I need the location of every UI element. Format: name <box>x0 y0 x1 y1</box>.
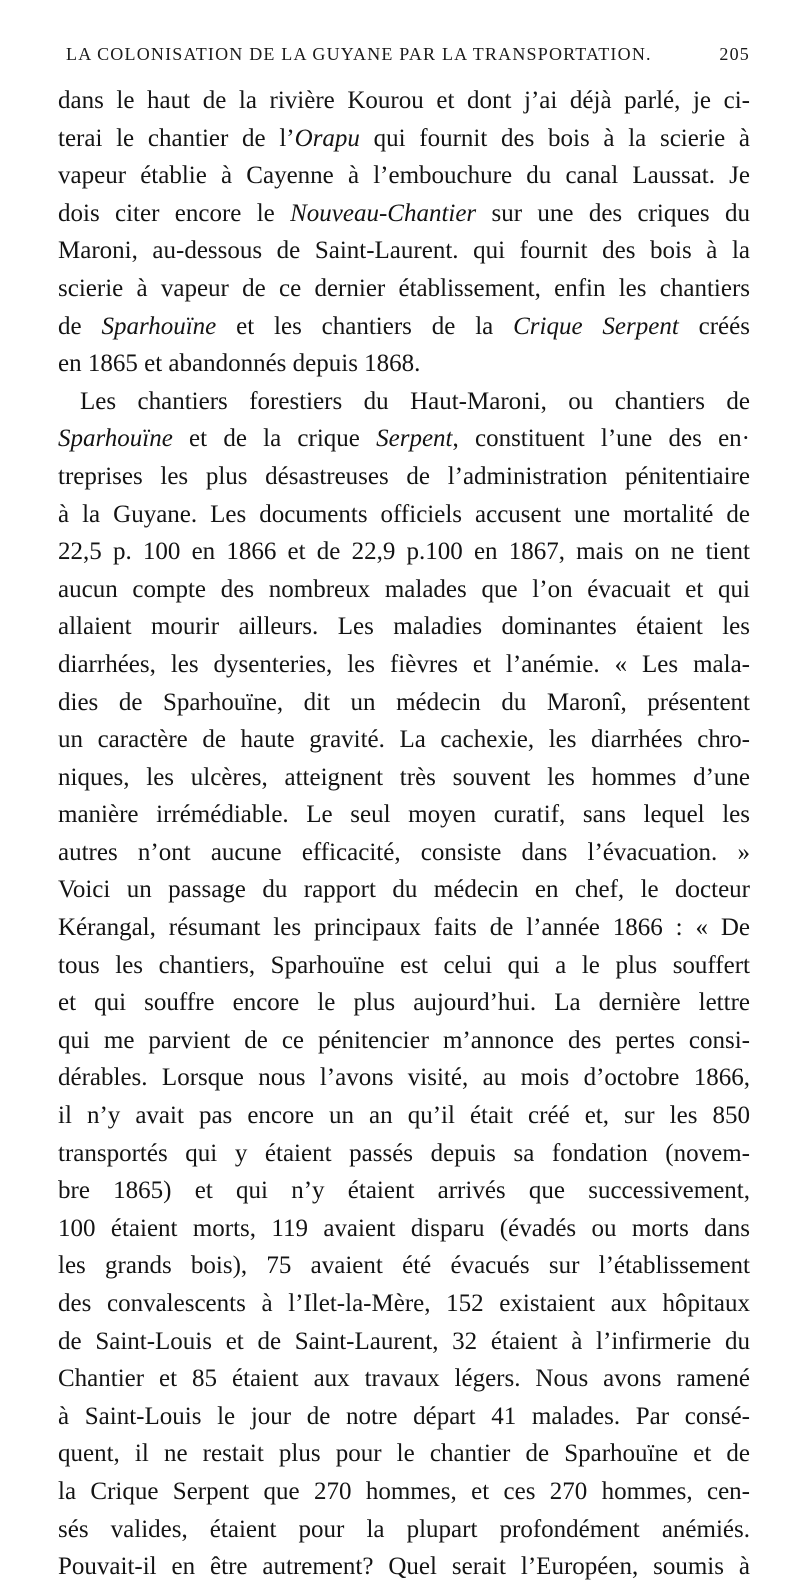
text-line: un caractère de haute gravité. La cachexie, les diarrhées chro- <box>58 726 750 754</box>
text-line: quent, il ne restait plus pour le chantier de Sparhouïne et de <box>58 1440 750 1468</box>
text-line: dies de Sparhouïne, dit un médecin du Maronî, présentent <box>58 688 750 716</box>
text-line: Maroni, au-dessous de Saint-Laurent. qui fournit des bois à la <box>58 237 750 265</box>
text-line: vapeur établie à Cayenne à l’embouchure du canal Laussat. Je <box>58 162 750 190</box>
italic-term: Orapu <box>294 124 360 152</box>
text-line: transportés qui y étaient passés depuis sa fondation (novem- <box>58 1139 750 1167</box>
text-line: en 1865 et abandonnés depuis 1868. <box>58 350 421 378</box>
italic-term: Sparhouïne <box>101 312 217 340</box>
text-line: Les chantiers forestiers du Haut-Maroni, ou chantiers de <box>80 387 750 415</box>
text-line: tous les chantiers, Sparhouïne est celui qui a le plus souffert <box>58 951 750 979</box>
running-title: LA COLONISATION DE LA GUYANE PAR LA TRANSPORTATION. <box>66 44 652 64</box>
italic-term: Serpent <box>376 425 453 453</box>
text-line: bre 1865) et qui n’y étaient arrivés que successivement, <box>58 1177 750 1205</box>
text-line: Voici un passage du rapport du médecin en chef, le docteur <box>58 876 750 904</box>
text-line: Kérangal, résumant les principaux faits de l’année 1866 : « De <box>58 914 750 942</box>
text-line: qui me parvient de ce pénitencier m’annonce des pertes consi- <box>58 1026 750 1054</box>
text-line: allaient mourir ailleurs. Les maladies dominantes étaient les <box>58 613 750 641</box>
body-text <box>58 82 750 1586</box>
text-line: autres n’ont aucune efficacité, consiste dans l’évacuation. » <box>58 838 750 866</box>
text-line: niques, les ulcères, atteignent très souvent les hommes d’une <box>58 763 750 791</box>
text-line: à Saint-Louis le jour de notre départ 41 malades. Par consé- <box>58 1402 750 1430</box>
text-line: manière irrémédiable. Le seul moyen curatif, sans lequel les <box>58 801 750 829</box>
text-line: de Sparhouïne et les chantiers de la Crique Serpent créés <box>58 312 750 340</box>
text-line: Sparhouïne et de la crique Serpent, constituent l’une des en· <box>58 425 750 453</box>
text-line: Chantier et 85 étaient aux travaux légers. Nous avons ramené <box>58 1365 750 1393</box>
text-line: la Crique Serpent que 270 hommes, et ces 270 hommes, cen- <box>58 1477 750 1505</box>
text-line: il n’y avait pas encore un an qu’il était créé et, sur les 850 <box>58 1102 750 1130</box>
text-line: terai le chantier de l’Orapu qui fournit des bois à la scierie à <box>58 124 750 152</box>
text-line: dans le haut de la rivière Kourou et dont j’ai déjà parlé, je ci- <box>58 87 750 114</box>
text-line: à la Guyane. Les documents officiels accusent une mortalité de <box>58 500 750 528</box>
text-line: aucun compte des nombreux malades que l’on évacuait et qui <box>58 575 750 603</box>
text-line: les grands bois), 75 avaient été évacués sur l’établissement <box>58 1252 750 1280</box>
page-number: 205 <box>719 44 750 64</box>
text-line: 22,5 p. 100 en 1866 et de 22,9 p.100 en 1867, mais on ne tient <box>58 538 750 566</box>
text-line: et qui souffre encore le plus aujourd’hui. La dernière lettre <box>58 989 750 1017</box>
text-line: dérables. Lorsque nous l’avons visité, au mois d’octobre 1866, <box>58 1064 750 1092</box>
text-line: dois citer encore le Nouveau-Chantier sur une des criques du <box>58 199 750 227</box>
running-head <box>58 44 750 70</box>
italic-term: Nouveau-Chantier <box>290 199 477 227</box>
text-line: 100 étaient morts, 119 avaient disparu (évadés ou morts dans <box>58 1214 750 1242</box>
text-line: sés valides, étaient pour la plupart profondément anémiés. <box>58 1515 750 1543</box>
italic-term: Crique Serpent <box>513 312 679 340</box>
text-line: scierie à vapeur de ce dernier établissement, enfin les chantiers <box>58 274 750 302</box>
text-line: de Saint-Louis et de Saint-Laurent, 32 étaient à l’infirmerie du <box>58 1327 750 1355</box>
text-line: des convalescents à l’Ilet-la-Mère, 152 existaient aux hôpitaux <box>58 1290 750 1317</box>
text-line: Pouvait-il en être autrement? Quel serait l’Européen, soumis à <box>58 1553 750 1581</box>
italic-term: Sparhouïne <box>58 425 173 453</box>
text-line: treprises les plus désastreuses de l’administration pénitentiaire <box>58 462 750 490</box>
text-line: diarrhées, les dysenteries, les fièvres et l’anémie. « Les mala- <box>58 650 750 678</box>
